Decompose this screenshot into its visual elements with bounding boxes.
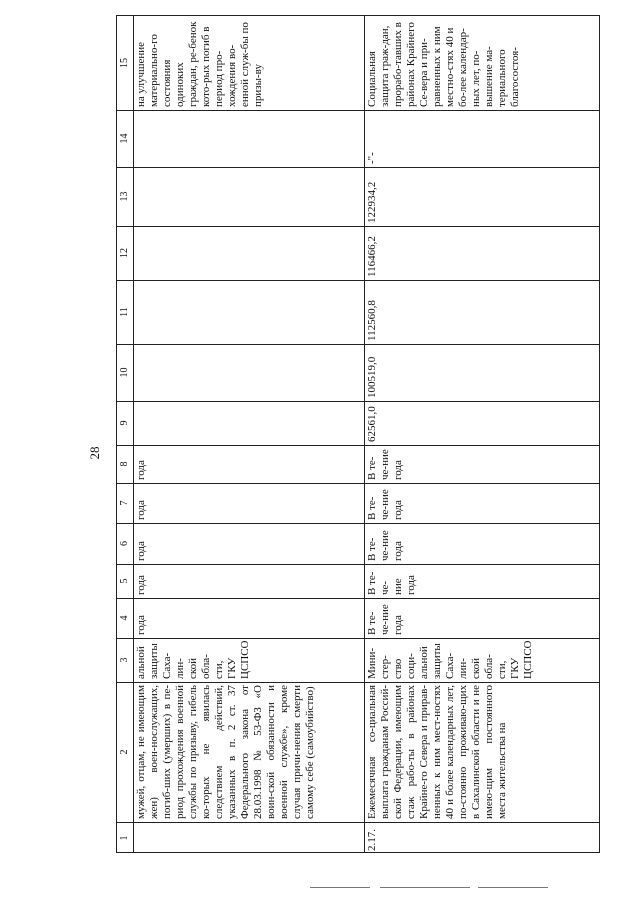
cell-text: Ежемесячная со-циальная выплата гражданам Россий-ской Федерации, имеющим стаж рабо-ты в районах Крайне-го Севера и прирав-ненных к ним мест-ностях 40 и более календарных лет, по-стоянно проживаю-щих в Сахалинской области и не имею-щим постоянного места жительства на [366,685,508,819]
column-number: 8 [119,461,130,467]
cell-text: на улучшение материально-го состояния одиноких граждан, ре-бенок кото-рых погиб в период про-хождения во-енной служ-бы по призы-ву [135,21,264,107]
column-number: 9 [119,420,130,426]
cell-value: -"- [366,152,378,164]
grid-line [117,483,599,484]
scan-mark [478,887,548,888]
grid-line [364,16,365,852]
grid-line [117,564,599,565]
cell-text: В те-че-ние года [366,449,404,480]
cell-text: В те-че-ние года [366,489,404,520]
column-number: 14 [119,133,130,144]
scan-mark [380,887,470,888]
cell-text: альной защиты Саха-лин-ской обла-сти, ГКУ ЦСПСО [135,640,251,679]
column-number: 1 [119,835,130,841]
column-number: 11 [119,307,130,317]
cell-text: года [135,500,147,520]
grid-line [117,445,599,446]
grid-line [117,280,599,281]
cell-value: 122934,2 [366,181,378,223]
column-number: 5 [119,578,130,584]
grid-line [117,682,599,683]
column-number: 12 [119,248,130,258]
data-table [116,15,600,853]
column-number: 7 [119,500,130,506]
cell-text: года [135,575,147,595]
grid-line [117,110,599,111]
cell-text: года [135,541,147,561]
grid-line [117,167,599,168]
cell-text: В те-че-ние года [366,571,417,595]
grid-line [117,226,599,227]
cell-value: 100519,0 [366,356,378,398]
page-number: 28 [87,446,102,460]
cell-value: 62561,0 [366,406,378,442]
cell-value: 116466,2 [366,236,378,277]
cell-text: В те-че-ние года [366,530,404,561]
row-number: 2.17. [366,829,378,851]
column-number: 3 [119,657,130,663]
grid-line [133,16,134,852]
column-number: 4 [119,615,130,621]
grid-line [117,344,599,345]
cell-value: 112560,8 [366,300,378,341]
column-number: 10 [119,367,130,378]
grid-line [117,401,599,402]
grid-line [117,822,599,823]
column-number: 15 [119,58,130,68]
cell-text: года [135,460,147,480]
cell-text: Мини-стер-ство соци-альной защиты Саха-лин-ской обла-сти, ГКУ ЦСПСО [366,640,534,679]
grid-line [117,523,599,524]
column-number: 13 [119,191,130,202]
grid-line [117,598,599,599]
grid-line [117,638,599,639]
column-number: 6 [119,541,130,546]
scan-mark [310,887,370,888]
cell-text: В те-че-ние года [366,604,404,635]
cell-text: года [135,615,147,635]
column-number: 2 [119,749,130,755]
cell-text: мужей, отцам, не имеющим жен) воен-нослужащих, погиб-ших (умерших) в пе-риод прохождения военной службы по призыву, гибель ко-торых не явилась следствием действий, указанных в п. 2 ст. 37 Федерального закона от 28.03.1998 № 53-ФЗ «О воин-ской обязанности и военной службе», кроме случая причи-нения смерти самому себе (самоубийство) [135,685,316,819]
cell-text: Социальная защита граж-дан, прорабо-тавших в районах Крайнего Се-вера и при-равненных к ним местно-стях 40 и бо-лее календар-ных лет, по-вышение ма-териального благосостоя- [366,22,521,107]
